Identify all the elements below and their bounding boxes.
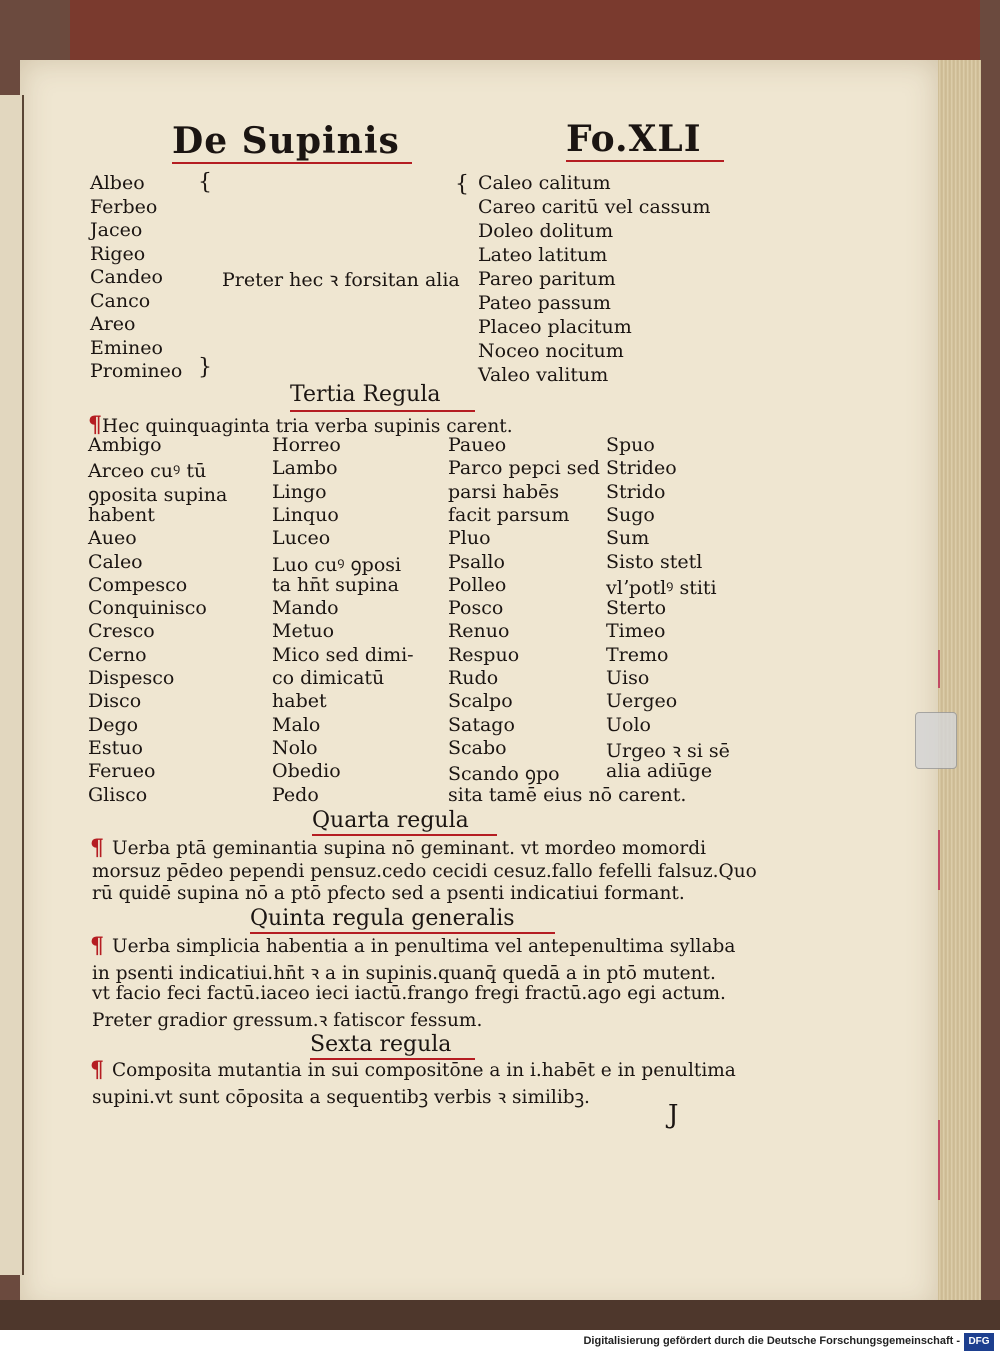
word-entry: Uergeo [606, 690, 678, 713]
word-entry: Metuo [272, 620, 335, 643]
word-entry: Respuo [448, 643, 520, 666]
dfg-logo: DFG [964, 1333, 994, 1351]
brace-close: } [198, 355, 212, 380]
word-entry: habent [88, 503, 155, 526]
word-entry: Luo cuꝰ ꝯposi [272, 553, 402, 576]
text-line: supini.vt sunt cōposita a sequentibꝫ verbis ꝛ similibꝫ. [92, 1086, 590, 1108]
word-entry: Caleo [88, 550, 143, 573]
word-entry: Careo caritū vel cassum [478, 196, 711, 218]
word-entry: Jaceo [90, 219, 143, 241]
word-entry: Aueo [88, 527, 137, 550]
word-entry: Urgeo ꝛ si sē [606, 739, 730, 762]
word-entry: Ferbeo [90, 195, 158, 218]
pilcrow-icon: ¶ [90, 933, 104, 959]
brace-right-open: { [455, 172, 469, 197]
text-line: morsuz pēdeo pependi pensuz.cedo cecidi cesuz.fallo fefelli falsuz.Quo [92, 860, 757, 882]
word-entry: Scando ꝯpo [448, 763, 560, 786]
text-line: Composita mutantia in sui compositōne a in i.habēt e in penultima [112, 1060, 736, 1081]
word-entry: Paueo [448, 434, 507, 456]
word-entry: Valeo valitum [478, 364, 609, 386]
word-entry: co dimicatū [272, 667, 385, 689]
running-title: De Supinis [172, 120, 400, 162]
quarta-title: Quarta regula [312, 808, 469, 833]
paper-clip [915, 712, 957, 769]
word-entry: ta hn̄t supina [272, 573, 399, 596]
funding-credit: Digitalisierung gefördert durch die Deutsche Forschungsgemeinschaft - [583, 1335, 960, 1347]
word-entry: Renuo [448, 620, 510, 643]
word-entry: Uolo [606, 713, 651, 736]
top-middle-note: Preter hec ꝛ forsitan alia [222, 269, 460, 291]
word-entry: Mando [272, 597, 339, 620]
word-entry: Cresco [88, 620, 155, 643]
quinta-underline [250, 932, 555, 934]
tertia-title: Tertia Regula [290, 382, 441, 407]
word-entry: Strideo [606, 457, 677, 480]
word-entry: Posco [448, 597, 504, 620]
word-entry: Luceo [272, 527, 331, 550]
word-entry: Scabo [448, 736, 507, 759]
text-line: Preter gradior gressum.ꝛ fatiscor fessum. [92, 1009, 483, 1031]
word-entry: Promineo [90, 360, 183, 382]
facing-page-edge [0, 95, 24, 1275]
word-entry: Lingo [272, 480, 327, 503]
word-entry: Sisto stetl [606, 550, 703, 573]
word-entry: Canco [90, 289, 151, 312]
word-entry: Dispesco [88, 667, 175, 689]
word-entry: habet [272, 690, 327, 713]
word-entry: Rudo [448, 667, 499, 689]
word-entry: Noceo nocitum [478, 340, 624, 362]
word-entry: Sugo [606, 503, 655, 526]
word-entry: Ambigo [88, 434, 162, 456]
word-entry: sita tamē eius nō carent. [448, 783, 687, 806]
word-entry: Linquo [272, 503, 339, 526]
word-entry: Uiso [606, 667, 650, 689]
word-entry: Pluo [448, 527, 491, 550]
word-entry: Placeo placitum [478, 316, 632, 338]
word-entry: Areo [90, 313, 136, 335]
tertia-intro-text: Hec quinquaginta tria verba supinis carent. [102, 416, 513, 437]
word-entry: Parco pepci sed [448, 457, 600, 480]
book-bottom [0, 1300, 1000, 1330]
pilcrow-icon: ¶ [90, 1057, 104, 1083]
word-entry: parsi habēs [448, 480, 560, 503]
text-line: in psenti indicatiui.hn̄t ꝛ a in supinis.quanq̄ quedā a in ptō mutent. [92, 962, 716, 984]
footer-bar [0, 1330, 1000, 1355]
word-entry: Scalpo [448, 690, 513, 713]
word-entry: Obedio [272, 760, 341, 783]
title-underline [172, 162, 412, 164]
word-entry: Pedo [272, 783, 319, 806]
quarta-underline [312, 834, 497, 836]
word-entry: alia adiūge [606, 760, 713, 783]
word-entry: Timeo [606, 620, 666, 643]
word-entry: Compesco [88, 573, 188, 596]
word-entry: Albeo [90, 172, 145, 194]
pilcrow-icon: ¶ [88, 412, 102, 438]
word-entry: Caleo calitum [478, 172, 611, 194]
sexta-title: Sexta regula [310, 1032, 452, 1057]
word-entry: Lateo latitum [478, 244, 608, 266]
word-entry: Nolo [272, 736, 318, 759]
text-line: Uerba ptā geminantia supina nō geminant. vt mordeo momordi [112, 838, 706, 859]
word-entry: Psallo [448, 550, 505, 573]
word-entry: Lambo [272, 457, 338, 480]
word-entry: Malo [272, 713, 321, 736]
word-entry: Mico sed dimi- [272, 643, 414, 666]
brace-open: { [198, 170, 212, 195]
word-entry: Arceo cuꝰ tū [88, 460, 207, 483]
word-entry: vlʼpotlꝰ stiti [606, 576, 717, 599]
word-entry: Cerno [88, 643, 147, 666]
page-edges [935, 60, 981, 1300]
word-entry: Sum [606, 527, 650, 550]
word-entry: Estuo [88, 736, 143, 759]
word-entry: Pateo passum [478, 292, 611, 314]
word-entry: Strido [606, 480, 666, 503]
pilcrow-icon: ¶ [90, 835, 104, 861]
word-entry: Emineo [90, 336, 163, 359]
word-entry: Sterto [606, 597, 667, 620]
word-entry: ꝯposita supina [88, 483, 228, 506]
word-entry: facit parsum [448, 503, 570, 526]
word-entry: Ferueo [88, 760, 156, 783]
signature-mark: J [668, 1100, 679, 1130]
word-entry: Pareo paritum [478, 268, 616, 290]
text-line: rū quidē supina nō a ptō pfecto sed a psenti indicatiui formant. [92, 883, 685, 904]
word-entry: Doleo dolitum [478, 220, 614, 242]
word-entry: Spuo [606, 434, 655, 456]
folio-underline [566, 160, 724, 162]
text-line: vt facio feci factū.iaceo ieci iactū.frango fregi fractū.ago egi actum. [92, 983, 726, 1004]
word-entry: Candeo [90, 266, 163, 288]
word-entry: Tremo [606, 643, 669, 666]
text-line: Uerba simplicia habentia a in penultima vel antepenultima syllaba [112, 936, 736, 957]
word-entry: Dego [88, 713, 139, 736]
word-entry: Glisco [88, 783, 148, 806]
word-entry: Satago [448, 713, 515, 736]
word-entry: Rigeo [90, 242, 146, 265]
word-entry: Polleo [448, 573, 507, 596]
word-entry: Disco [88, 690, 142, 713]
quinta-title: Quinta regula generalis [250, 906, 515, 931]
word-entry: Horreo [272, 434, 341, 456]
folio-number: Fo.XLI [566, 118, 702, 160]
word-entry: Conquinisco [88, 597, 207, 620]
